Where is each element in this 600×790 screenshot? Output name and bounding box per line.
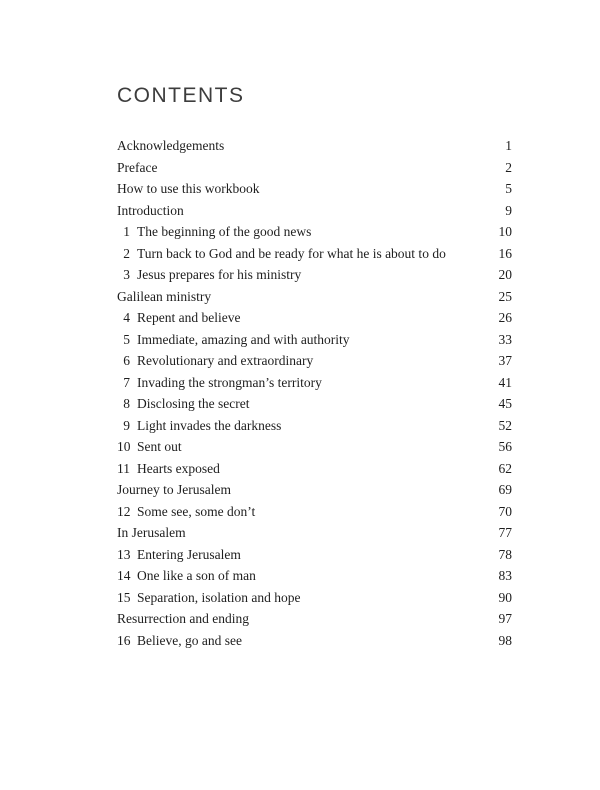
toc-entry: [117, 310, 512, 326]
toc-entry: [117, 160, 512, 176]
page-number: 26: [498, 310, 512, 325]
chapter-number: 6: [123, 353, 130, 368]
section-title: Galilean ministry: [117, 288, 212, 304]
entry-title: Turn back to God and be ready for what he is about to do: [137, 245, 446, 261]
entry-title: Acknowledgements: [117, 138, 225, 153]
entry-title: Entering Jerusalem: [137, 546, 241, 562]
toc-entry: [117, 439, 512, 455]
entry-title: How to use this workbook: [117, 181, 260, 196]
chapter-number: 11: [117, 460, 130, 476]
page-number: 45: [498, 396, 512, 411]
chapter-number: 3: [123, 267, 130, 282]
section-title: In Jerusalem: [117, 525, 186, 540]
toc-entry: [117, 375, 512, 391]
page-number: 90: [498, 589, 512, 605]
page-number: 2: [505, 159, 512, 175]
entry-title: Jesus prepares for his ministry: [137, 267, 302, 282]
chapter-number: 1: [123, 224, 130, 239]
page-number: 62: [498, 460, 512, 476]
chapter-number: 5: [123, 331, 130, 347]
page-number: 5: [505, 181, 512, 196]
toc-entry: [117, 547, 512, 563]
entry-title: Immediate, amazing and with authority: [137, 331, 350, 347]
entry-title: Disclosing the secret: [137, 396, 250, 411]
entry-title: Invading the strongman’s territory: [137, 374, 322, 390]
chapter-number: 15: [117, 589, 131, 605]
page-number: 25: [498, 288, 512, 304]
entry-title: One like a son of man: [137, 568, 256, 583]
chapter-number: 2: [123, 245, 130, 261]
toc-entry: [117, 138, 512, 154]
entry-title: Hearts exposed: [137, 460, 220, 476]
page-number: 69: [498, 482, 512, 497]
chapter-number: 7: [123, 374, 130, 390]
toc-entry: [117, 418, 512, 434]
entry-title: Some see, some don’t: [137, 503, 256, 519]
chapter-number: 4: [123, 310, 130, 325]
page-number: 33: [498, 331, 512, 347]
page-number: 78: [498, 546, 512, 562]
toc-entry: [117, 568, 512, 584]
toc-section-heading: [117, 482, 512, 498]
toc-section-heading: [117, 289, 512, 305]
entry-title: Sent out: [137, 439, 182, 454]
toc-entry: [117, 461, 512, 477]
section-title: Resurrection and ending: [117, 611, 249, 626]
entry-title: The beginning of the good news: [137, 224, 312, 239]
section-title: Journey to Jerusalem: [117, 482, 231, 497]
toc-section-heading: [117, 203, 512, 219]
chapter-number: 8: [123, 396, 130, 411]
page-number: 97: [498, 611, 512, 626]
chapter-number: 12: [117, 503, 131, 519]
toc-entry: [117, 224, 512, 240]
entry-title: Believe, go and see: [137, 632, 242, 648]
entry-title: Preface: [117, 159, 158, 175]
page-number: 41: [498, 374, 512, 390]
toc-section-heading: [117, 525, 512, 541]
toc-entry: [117, 267, 512, 283]
section-title: Introduction: [117, 202, 184, 218]
chapter-number: 9: [123, 417, 130, 433]
page-number: 16: [498, 245, 512, 261]
page-number: 52: [498, 417, 512, 433]
page-number: 70: [498, 503, 512, 519]
page-number: 56: [498, 439, 512, 454]
page-number: 1: [505, 138, 512, 153]
toc-entry: [117, 396, 512, 412]
toc-section-heading: [117, 611, 512, 627]
toc-entry: [117, 246, 512, 262]
entry-title: Revolutionary and extraordinary: [137, 353, 314, 368]
chapter-number: 16: [117, 632, 131, 648]
page-number: 20: [498, 267, 512, 282]
toc-entry: [117, 332, 512, 348]
entry-title: Repent and believe: [137, 310, 241, 325]
toc-entry: [117, 633, 512, 649]
page-number: 37: [498, 353, 512, 368]
page-number: 9: [505, 202, 512, 218]
entry-title: Separation, isolation and hope: [137, 589, 301, 605]
chapter-number: 14: [117, 568, 131, 583]
toc-entry: [117, 353, 512, 369]
page-number: 77: [498, 525, 512, 540]
chapter-number: 13: [117, 546, 131, 562]
toc-entry: [117, 504, 512, 520]
entry-title: Light invades the darkness: [137, 417, 282, 433]
page-number: 83: [498, 568, 512, 583]
toc-entry: [117, 590, 512, 606]
chapter-number: 10: [117, 439, 131, 454]
toc-entry: [117, 181, 512, 197]
page-number: 98: [498, 632, 512, 648]
page-number: 10: [498, 224, 512, 239]
page-title: CONTENTS: [117, 84, 245, 107]
contents-page: [117, 84, 512, 654]
